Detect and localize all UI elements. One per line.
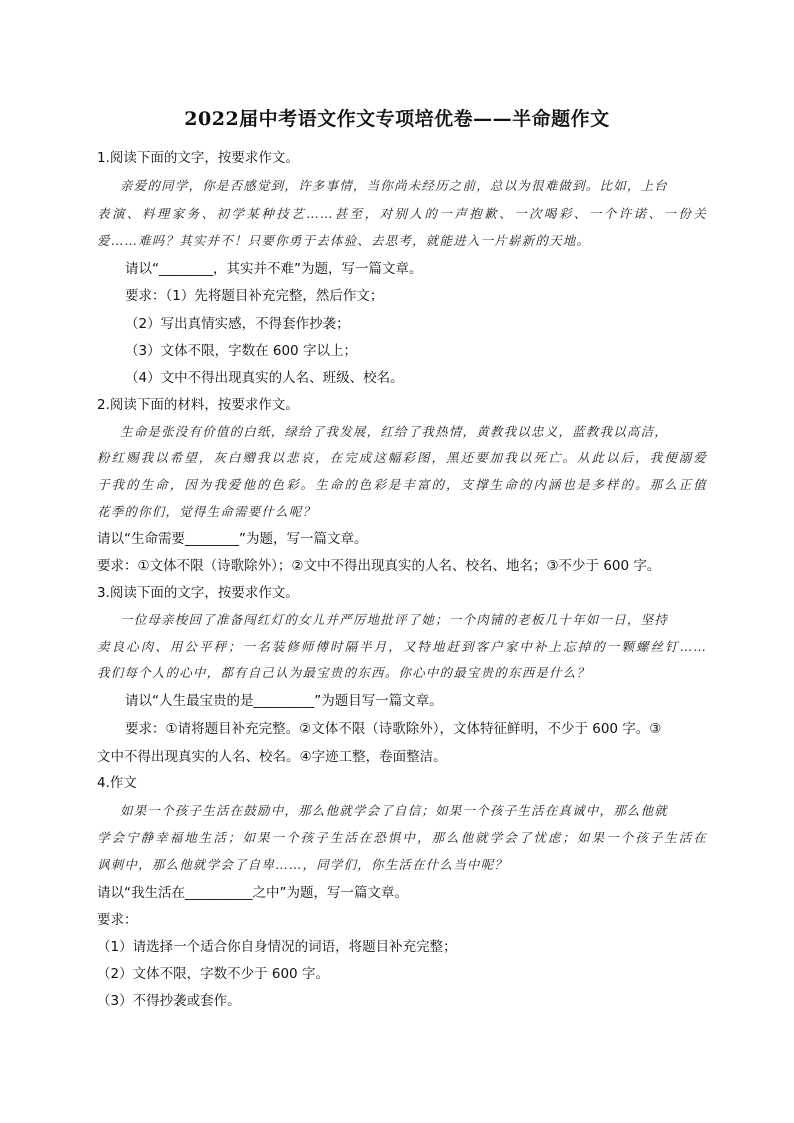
q4-material-line: 讽刺中，那么他就学会了自卑……，同学们，你生活在什么当中呢？: [97, 857, 509, 872]
q1-prompt: 请以“________，其实并不难”为题，写一篇文章。: [125, 261, 423, 277]
q3-material-line: 一位母亲梭回了准备闯红灯的女儿并严厉地批评了她；一个肉铺的老板几十年如一日，坚持: [120, 612, 669, 627]
q1-material-line: 爱……难吗？其实并不！只要你勇于去体验、去思考，就能进入一片崭新的天地。: [97, 233, 591, 248]
q4-prompt: 请以“我生活在__________之中”为题，写一篇文章。: [97, 885, 408, 901]
q3-requirement: 文中不得出现真实的人名、校名。④字迹工整，卷面整洁。: [97, 749, 447, 765]
q4-requirement: （3）不得抄袭或套作。: [97, 993, 241, 1009]
q1-requirement: （2）写出真情实感，不得套作抄袭；: [125, 316, 350, 332]
q1-requirement: （4）文中不得出现真实的人名、班级、校名。: [125, 370, 404, 386]
q4-material-line: 学会宁静幸福地生活；如果一个孩子生活在恐惧中，那么他就学会了忧虑；如果一个孩子生活在: [97, 830, 707, 845]
q3-material-line: 我们每个人的心中，都有自己认为最宝贵的东西。你心中的最宝贵的东西是什么？: [97, 665, 591, 680]
q2-material-line: 花季的你们，觉得生命需要什么呢？: [97, 504, 317, 519]
q1-material-line: 表演、料理家务、初学某种技艺……甚至，对别人的一声抱歉、一次喝彩、一个许诺、一份关: [97, 206, 707, 221]
q4-requirement: （2）文体不限，字数不少于 600 字。: [97, 966, 329, 982]
q2-requirements: 要求：①文体不限（诗歌除外）；②文中不得出现真实的人名、校名、地名；③不少于 600 字。: [97, 558, 661, 574]
q4-requirements-label: 要求：: [97, 912, 138, 928]
q1-heading: 1.阅读下面的文字，按要求作文。: [97, 150, 299, 166]
q2-heading: 2.阅读下面的材料，按要求作文。: [97, 397, 299, 413]
q3-heading: 3.阅读下面的文字，按要求作文。: [97, 585, 299, 601]
q3-prompt: 请以“人生最宝贵的是_________”为题目写一篇文章。: [125, 693, 443, 709]
q4-material-line: 如果一个孩子生活在鼓励中，那么他就学会了自信；如果一个孩子生活在真诚中，那么他就: [120, 803, 669, 818]
q2-material-line: 于我的生命，因为我爱他的色彩。生命的色彩是丰富的，支撑生命的内涵也是多样的。那么正值: [97, 477, 707, 492]
q1-requirement: 要求：（1）先将题目补充完整，然后作文；: [125, 288, 384, 304]
q2-prompt: 请以“生命需要________”为题，写一篇文章。: [97, 531, 368, 547]
q1-requirement: （3）文体不限，字数在 600 字以上；: [125, 343, 357, 359]
q4-heading: 4.作文: [97, 775, 137, 791]
q2-material-line: 生命是张没有价值的白纸，绿给了我发展，红给了我热情，黄教我以忠义，蓝教我以高洁，: [120, 424, 669, 439]
q3-material-line: 卖良心肉、用公平秤；一名装修师傅时隔半月，又特地赶到客户家中补上忘掉的一颗螺丝钉……: [97, 639, 707, 654]
q2-material-line: 粉红赐我以希望，灰白赠我以悲哀，在完成这幅彩图，黑还要加我以死亡。从此以后，我便溺爱: [97, 450, 707, 465]
q4-requirement: （1）请选择一个适合你自身情况的词语，将题目补充完整；: [97, 939, 457, 955]
page-title: 2022届中考语文作文专项培优卷——半命题作文: [184, 108, 610, 130]
q3-requirement: 要求：①请将题目补充完整。②文体不限（诗歌除外），文体特征鲜明，不少于 600 字。③: [125, 721, 662, 737]
q1-material-line: 亲爱的同学，你是否感觉到，许多事情，当你尚未经历之前，总以为很难做到。比如，上台: [120, 178, 669, 193]
